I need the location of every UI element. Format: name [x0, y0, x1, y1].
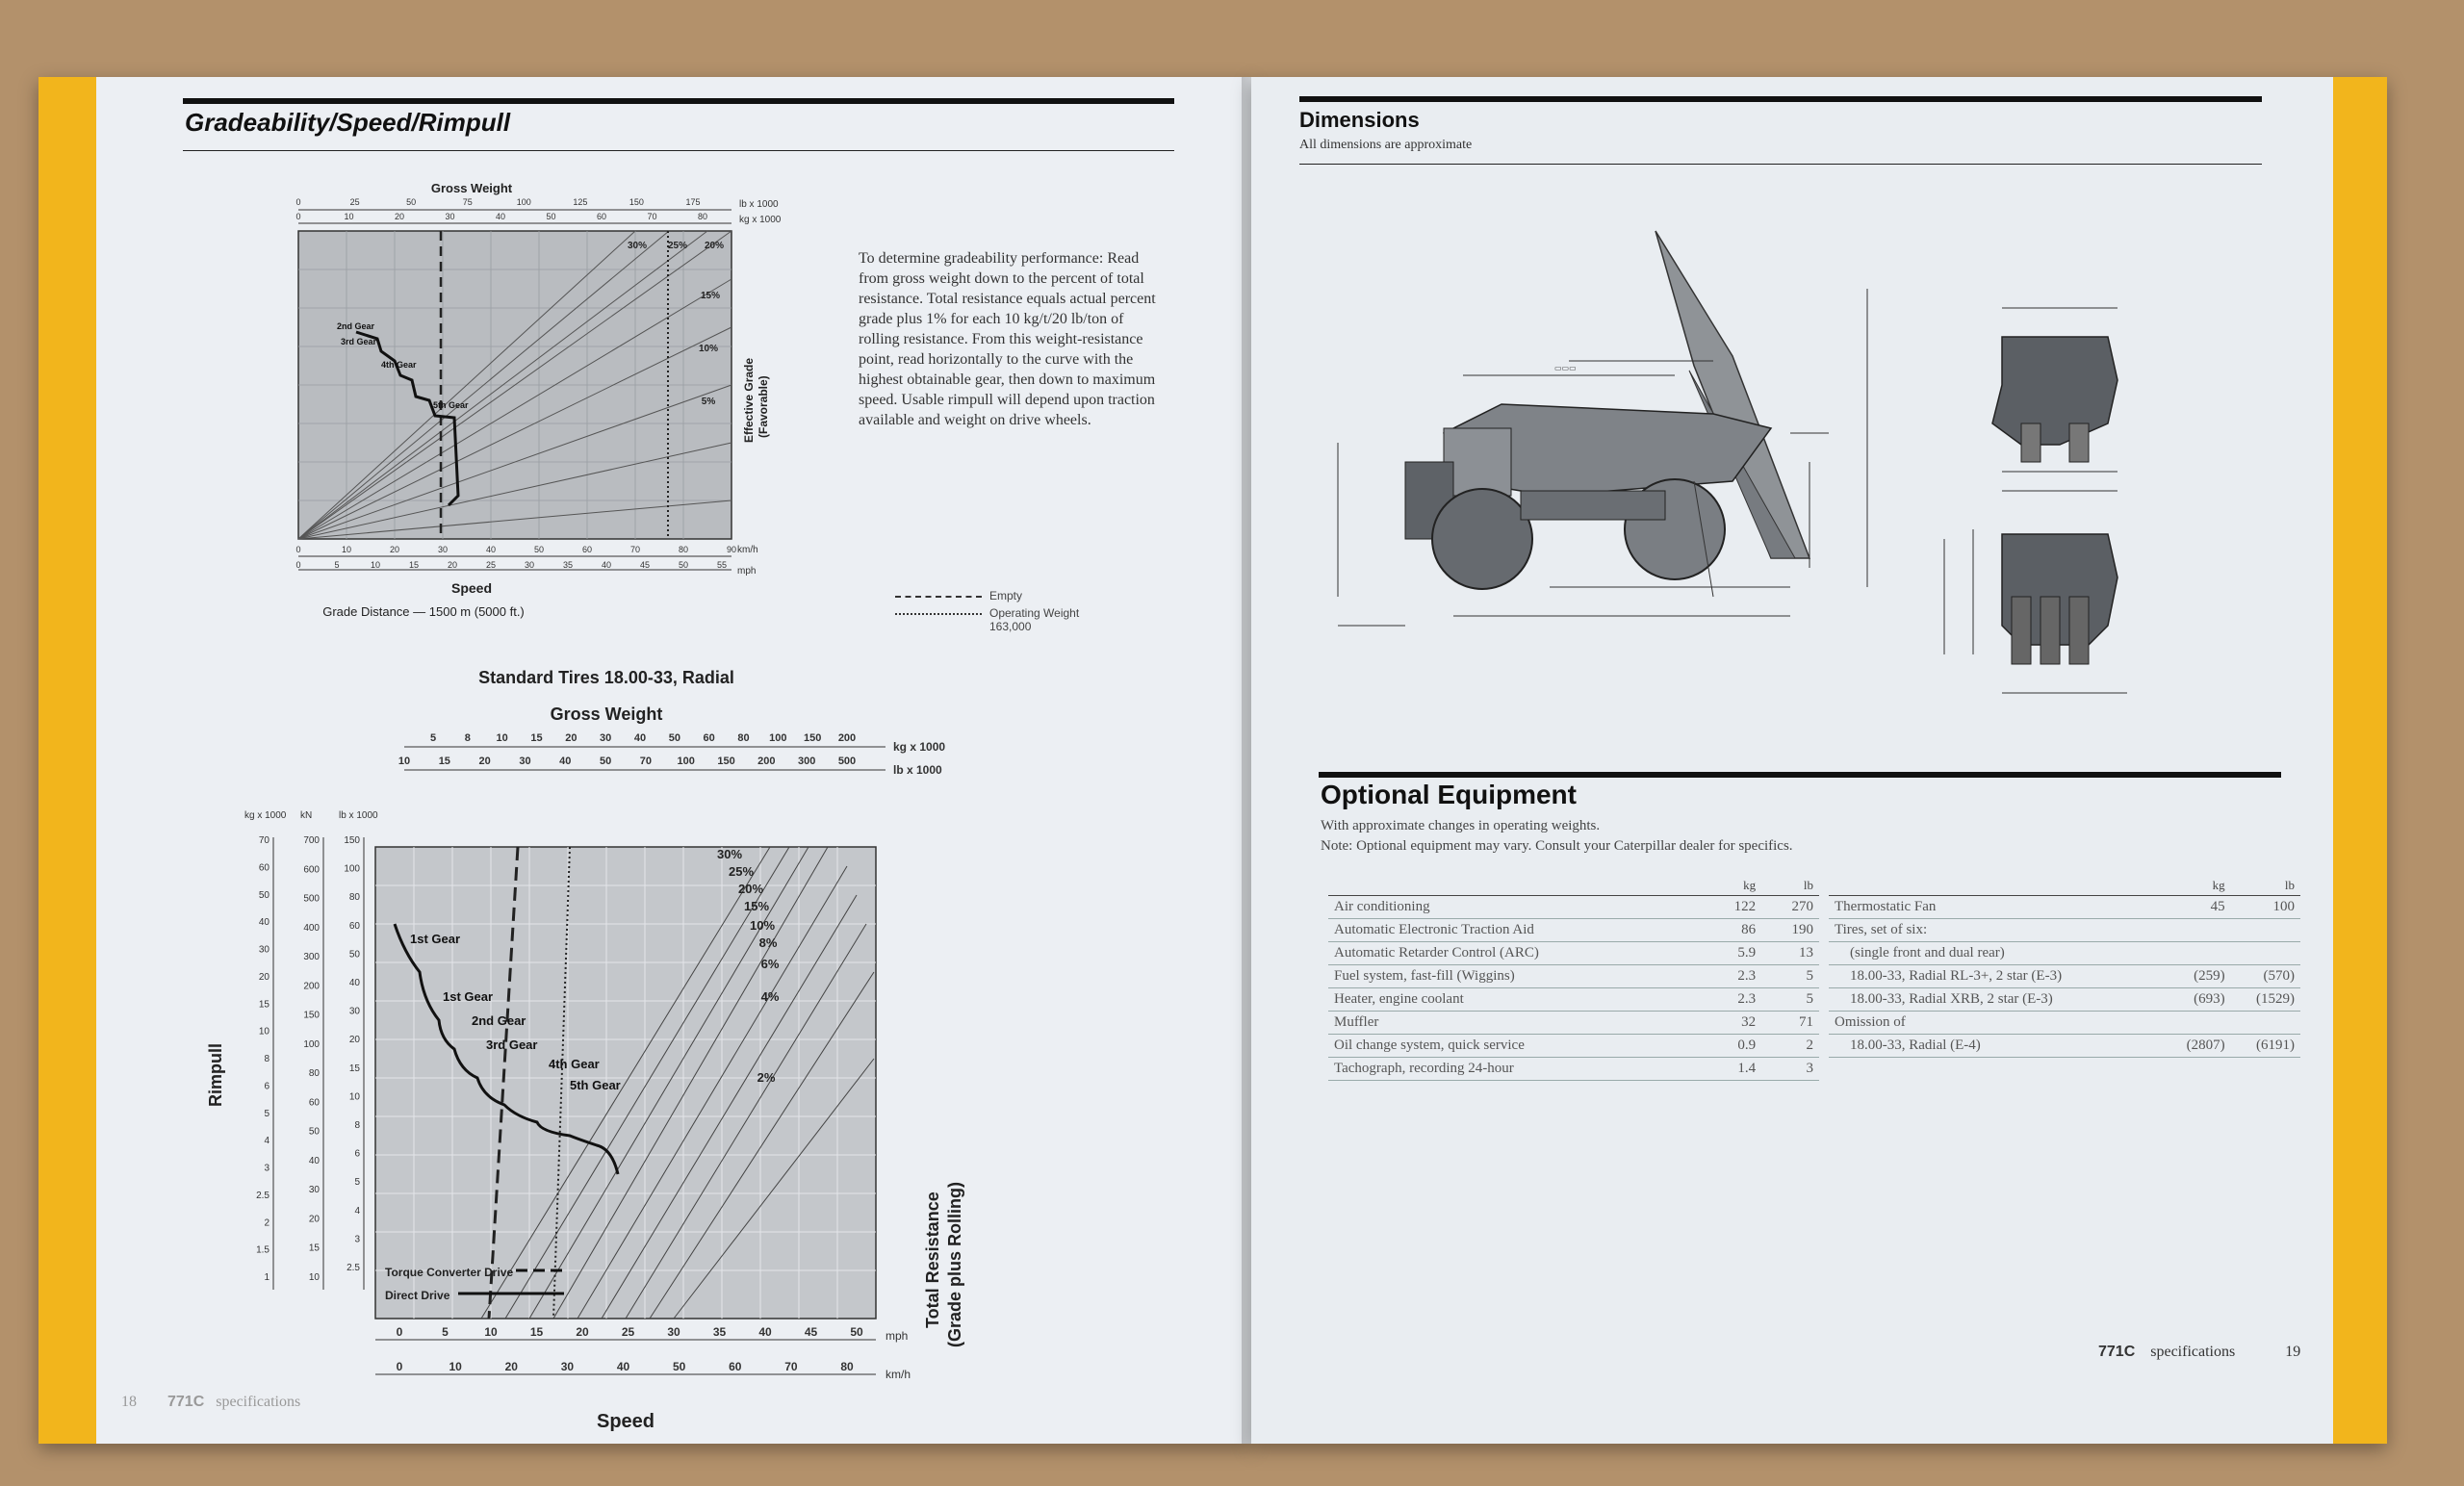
rimpull-gear-label: 4th Gear [549, 1057, 600, 1071]
optional-title: Optional Equipment [1321, 780, 1577, 809]
optional-right-item-label: Omission of [1829, 1012, 2161, 1035]
optional-right-item-kg: (2807) [2161, 1035, 2230, 1058]
rimpull-left-tick-lb: 6 [354, 1148, 360, 1160]
rimpull-top-tick-lb: 10 [398, 756, 411, 767]
grade-bottom-tick-kmh: 70 [629, 545, 641, 554]
dimensions-rule [1299, 96, 2262, 102]
optional-left-item-label: Muffler [1328, 1012, 1704, 1035]
rimpull-bottom-unit-mph: mph [886, 1329, 909, 1343]
legend-empty [895, 589, 1165, 602]
optional-left-item-kg: 5.9 [1704, 942, 1761, 965]
rimpull-left-tick-lb: 80 [348, 892, 360, 904]
rimpull-left-head-lb: lb x 1000 [339, 810, 378, 821]
rimpull-bottom-tick-kmh: 30 [560, 1360, 575, 1373]
rimpull-gear-label: 1st Gear [443, 989, 494, 1004]
rimpull-left-tick-lb: 3 [354, 1234, 360, 1245]
rimpull-top-tick-kg: 30 [600, 732, 612, 744]
optional-left-item-lb: 2 [1761, 1035, 1819, 1058]
rimpull-top-tick-kg: 10 [496, 732, 508, 744]
grade-top-unit-kg: kg x 1000 [739, 215, 782, 225]
grade-top-tick-kg: 40 [495, 212, 506, 221]
grade-top-tick-kg: 30 [445, 212, 455, 221]
optional-left-row [1328, 1058, 1819, 1081]
optional-left-item-label: Tachograph, recording 24-hour [1328, 1058, 1704, 1081]
optional-left-item-kg: 2.3 [1704, 988, 1761, 1012]
section-rule [183, 98, 1174, 104]
rimpull-top-tick-lb: 30 [519, 756, 531, 767]
optional-table-left [1328, 876, 1819, 1081]
rimpull-left-tick-kn: 50 [308, 1126, 320, 1138]
rimpull-right-title-2: (Grade plus Rolling) [945, 1181, 964, 1347]
rimpull-left-tick-kg: 20 [258, 971, 270, 983]
gradeability-chart [279, 173, 818, 626]
rimpull-top-tick-kg: 60 [703, 732, 715, 744]
optional-left-row [1328, 988, 1819, 1012]
truck-front-view [1992, 337, 2118, 445]
legend-operating-label [989, 606, 1079, 633]
grade-bottom-tick-mph: 55 [716, 560, 728, 570]
rimpull-bottom-tick-mph: 5 [442, 1325, 449, 1339]
optional-right-row [1829, 965, 2300, 988]
rimpull-left-tick-lb: 50 [348, 949, 360, 961]
right-page-number: 19 [2285, 1344, 2301, 1360]
optional-right-item-label: 18.00-33, Radial (E-4) [1829, 1035, 2161, 1058]
rimpull-gear-label: 2nd Gear [472, 1013, 526, 1028]
rimpull-top-tick-lb: 15 [438, 756, 450, 767]
optional-right-item-kg: (259) [2161, 965, 2230, 988]
grade-top-tick-kg: 80 [697, 212, 708, 221]
rimpull-left-tick-lb: 5 [354, 1177, 360, 1189]
rimpull-left-tick-kg: 8 [264, 1054, 270, 1064]
optional-left-item-kg: 32 [1704, 1012, 1761, 1035]
grade-bottom-tick-kmh: 90 [726, 545, 737, 554]
rimpull-bottom-tick-mph: 30 [667, 1325, 680, 1339]
grade-top-tick-kg: 50 [546, 212, 556, 221]
rimpull-left-tick-kg: 30 [258, 944, 270, 956]
optional-rule [1319, 772, 2281, 778]
legend-dot-swatch [895, 613, 982, 615]
grade-percent-label: 30% [627, 241, 648, 251]
grade-caption: Grade Distance — 1500 m (5000 ft.) [322, 604, 525, 619]
rimpull-resistance-label: 20% [737, 882, 764, 896]
rimpull-bottom-tick-kmh: 50 [672, 1360, 686, 1373]
rimpull-resistance-label: 2% [757, 1070, 776, 1085]
rimpull-top-tick-lb: 200 [757, 756, 776, 767]
rimpull-top-tick-lb: 100 [677, 756, 695, 767]
grade-gear-label: 3rd Gear [341, 337, 377, 346]
optional-left-item-label: Air conditioning [1328, 896, 1704, 919]
rimpull-top-tick-kg: 15 [530, 732, 543, 744]
optional-right-item-kg [2161, 1012, 2230, 1035]
rimpull-drive-label-torque: Torque Converter Drive [385, 1266, 514, 1279]
grade-bottom-tick-mph: 35 [562, 560, 574, 570]
gradeability-description: To determine gradeability performance: Read from gross weight down to the percent of total resistance. Total resistance equals actual percent grade plus 1% for each 10 kg/t/20 lb/ton of rolling resistance. From this weight-resistance point, read horizontally to the curve with the highest obtainable gear, then down to maximum speed. Usable rimpull will depend upon traction available and weight on drive wheels. [859, 250, 1156, 428]
rimpull-top-tick-lb: 150 [717, 756, 735, 767]
section-title-gradeability: Gradeability/Speed/Rimpull [185, 108, 511, 137]
grade-right-title-2: (Favorable) [757, 375, 770, 438]
grade-top-tick-lb: 125 [573, 197, 588, 207]
grade-top-tick-lb: 50 [406, 197, 417, 207]
rimpull-resistance-label: 6% [760, 957, 780, 971]
truck-front-wheel [1432, 489, 1532, 589]
left-footer-model: 771C [167, 1394, 205, 1410]
rimpull-resistance-label: 25% [728, 864, 755, 879]
optional-right-item-label: 18.00-33, Radial RL-3+, 2 star (E-3) [1829, 965, 2161, 988]
optional-left-item-label: Automatic Retarder Control (ARC) [1328, 942, 1704, 965]
rimpull-left-tick-kn: 30 [308, 1185, 320, 1196]
rimpull-left-tick-kg: 1.5 [256, 1244, 270, 1256]
right-page [1251, 77, 2387, 1444]
optional-left-item-label: Heater, engine coolant [1328, 988, 1704, 1012]
optional-right-item-kg [2161, 919, 2230, 942]
grade-bottom-unit-mph: mph [737, 566, 757, 576]
optional-left-header-kg: kg [1704, 876, 1761, 896]
rimpull-top-tick-lb: 20 [478, 756, 491, 767]
rimpull-top-tick-lb: 40 [559, 756, 572, 767]
grade-bottom-tick-mph: 30 [524, 560, 535, 570]
optional-right-item-lb [2231, 919, 2300, 942]
right-footer [2098, 1344, 2300, 1361]
optional-left-item-lb: 3 [1761, 1058, 1819, 1081]
optional-right-item-lb: (570) [2231, 965, 2300, 988]
rimpull-left-tick-kg: 4 [264, 1136, 270, 1147]
grade-bottom-tick-kmh: 0 [295, 545, 301, 554]
optional-right-item-label: Thermostatic Fan [1829, 896, 2161, 919]
rimpull-subtitle: Standard Tires 18.00-33, Radial [478, 668, 734, 687]
rimpull-left-tick-kg: 70 [258, 835, 270, 846]
rimpull-top-unit-lb: lb x 1000 [893, 763, 942, 777]
optional-left-header [1328, 876, 1819, 896]
optional-left-item-lb: 13 [1761, 942, 1819, 965]
grade-gear-label: 2nd Gear [337, 321, 375, 331]
optional-left-row [1328, 965, 1819, 988]
rimpull-left-tick-kn: 150 [303, 1010, 320, 1021]
rimpull-bottom-tick-mph: 35 [712, 1325, 727, 1339]
grade-gear-label: 4th Gear [381, 360, 417, 370]
yellow-edge-bar-right [2333, 77, 2387, 1444]
grade-bottom-tick-mph: 0 [295, 560, 301, 570]
optional-right-row [1829, 1035, 2300, 1058]
dimensions-thin-rule [1299, 164, 2262, 165]
grade-top-tick-lb: 75 [462, 197, 473, 207]
rimpull-left-tick-lb: 30 [348, 1006, 360, 1017]
rimpull-bottom-tick-mph: 25 [621, 1325, 635, 1339]
rimpull-left-tick-kn: 100 [303, 1038, 320, 1050]
optional-left-row [1328, 896, 1819, 919]
grade-percent-label: 5% [701, 397, 716, 407]
section-thin-rule [183, 150, 1174, 151]
rimpull-resistance-label: 15% [743, 899, 770, 913]
rimpull-top-tick-kg: 100 [769, 732, 787, 744]
optional-right-row [1829, 1012, 2300, 1035]
rimpull-bottom-tick-kmh: 40 [616, 1360, 630, 1373]
optional-left-item-kg: 2.3 [1704, 965, 1761, 988]
rimpull-left-tick-lb: 20 [348, 1035, 360, 1046]
grade-top-tick-kg: 60 [596, 212, 607, 221]
rimpull-gear-label: 5th Gear [570, 1078, 621, 1092]
rimpull-top-tick-kg: 80 [737, 732, 750, 744]
grade-top-tick-kg: 70 [647, 212, 657, 221]
grade-percent-label: 15% [700, 291, 721, 301]
rimpull-bottom-tick-mph: 15 [529, 1325, 544, 1339]
optional-left-item-kg: 1.4 [1704, 1058, 1761, 1081]
grade-bottom-tick-mph: 25 [485, 560, 497, 570]
rimpull-left-head-kg: kg x 1000 [244, 810, 287, 821]
grade-bottom-tick-mph: 45 [639, 560, 651, 570]
grade-bottom-tick-mph: 40 [601, 560, 612, 570]
rimpull-left-tick-kg: 40 [258, 917, 270, 929]
optional-left-item-lb: 190 [1761, 919, 1819, 942]
grade-bottom-tick-kmh: 30 [437, 545, 449, 554]
rimpull-left-tick-kn: 500 [303, 893, 320, 905]
rimpull-chart [206, 654, 1020, 1444]
rimpull-drive-label-direct: Direct Drive [385, 1289, 450, 1302]
grade-top-tick-kg: 10 [344, 212, 354, 221]
grade-bottom-tick-kmh: 40 [485, 545, 497, 554]
grade-top-tick-lb: 25 [349, 197, 360, 207]
rimpull-top-tick-kg: 20 [565, 732, 578, 744]
grade-bottom-tick-kmh: 10 [341, 545, 352, 554]
optional-right-item-kg: 45 [2161, 896, 2230, 919]
optional-notes [1321, 816, 2187, 857]
optional-right-header-lb: lb [2231, 876, 2300, 896]
rimpull-top-tick-kg: 50 [668, 732, 680, 744]
rimpull-bottom-tick-kmh: 20 [504, 1360, 518, 1373]
rimpull-bottom-tick-kmh: 0 [396, 1360, 403, 1373]
optional-right-item-lb: (1529) [2231, 988, 2300, 1012]
yellow-edge-bar [38, 77, 96, 1444]
rimpull-top-tick-lb: 500 [837, 756, 857, 767]
rimpull-left-tick-lb: 60 [348, 920, 360, 932]
rimpull-bottom-tick-mph: 50 [850, 1325, 863, 1339]
rimpull-top-tick-kg: 200 [837, 732, 857, 744]
optional-note-2: Note: Optional equipment may vary. Consult your Caterpillar dealer for specifics. [1321, 838, 1793, 854]
rimpull-left-tick-kn: 40 [308, 1155, 320, 1166]
grade-top-title: Gross Weight [430, 181, 513, 195]
legend-empty-label: Empty [989, 589, 1023, 602]
rimpull-left-tick-kg: 1 [264, 1272, 270, 1283]
optional-left-item-label: Oil change system, quick service [1328, 1035, 1704, 1058]
dimensions-subtitle: All dimensions are approximate [1299, 138, 1473, 152]
rimpull-top-tick-kg: 40 [633, 732, 647, 744]
rimpull-left-head-kn: kN [300, 810, 313, 821]
rimpull-bottom-title: Speed [596, 1411, 655, 1432]
grade-top-tick-lb: 150 [629, 197, 644, 207]
optional-left-row [1328, 942, 1819, 965]
rimpull-resistance-label: 8% [758, 935, 778, 950]
left-page [38, 77, 1251, 1444]
rimpull-left-tick-kn: 300 [303, 952, 320, 963]
rimpull-left-tick-kg: 2.5 [256, 1190, 270, 1201]
rimpull-top-tick-lb: 300 [798, 756, 816, 767]
optional-right-row [1829, 942, 2300, 965]
rimpull-left-tick-kn: 20 [308, 1214, 320, 1225]
rimpull-left-tick-kn: 400 [303, 922, 320, 934]
rimpull-top-tick-kg: 5 [429, 732, 437, 744]
legend-operating-line1: Operating Weight [989, 606, 1080, 620]
grade-bottom-tick-mph: 5 [334, 560, 340, 570]
rimpull-left-tick-kg: 15 [258, 999, 270, 1011]
optional-left-item-lb: 270 [1761, 896, 1819, 919]
rimpull-top-unit-kg: kg x 1000 [893, 740, 946, 754]
optional-right-header-blank [1829, 876, 2161, 896]
rimpull-bottom-tick-kmh: 10 [449, 1360, 462, 1373]
legend-operating-line2: 163,000 [989, 620, 1032, 633]
optional-right-item-label: 18.00-33, Radial XRB, 2 star (E-3) [1829, 988, 2161, 1012]
rimpull-left-tick-lb: 4 [354, 1205, 360, 1217]
rimpull-left-tick-kg: 5 [264, 1108, 270, 1119]
grade-percent-label: 10% [698, 344, 719, 354]
optional-left-item-lb: 5 [1761, 965, 1819, 988]
right-footer-text: specifications [2150, 1344, 2236, 1360]
optional-left-row [1328, 919, 1819, 942]
rimpull-right-title-1: Total Resistance [923, 1191, 942, 1328]
rimpull-gear-label: 3rd Gear [486, 1038, 538, 1052]
optional-left-item-lb: 5 [1761, 988, 1819, 1012]
optional-note-1: With approximate changes in operating weights. [1321, 818, 1601, 833]
grade-top-tick-lb: 0 [295, 197, 301, 207]
rimpull-bottom-tick-kmh: 80 [840, 1360, 854, 1373]
left-page-number: 18 [121, 1394, 137, 1410]
grade-bottom-tick-mph: 50 [678, 560, 689, 570]
optional-right-item-kg: (693) [2161, 988, 2230, 1012]
grade-percent-label: 25% [667, 241, 688, 251]
truck-end-views [1915, 192, 2204, 731]
grade-top-tick-lb: 100 [516, 197, 531, 207]
optional-right-row [1829, 988, 2300, 1012]
rimpull-left-tick-kn: 600 [303, 864, 320, 876]
rimpull-left-title-visible: Rimpull [206, 1043, 225, 1107]
optional-right-row [1829, 919, 2300, 942]
optional-table-right [1829, 876, 2300, 1058]
optional-left-header-lb: lb [1761, 876, 1819, 896]
rimpull-left-tick-kg: 6 [264, 1081, 270, 1092]
rimpull-left-tick-lb: 40 [348, 978, 360, 988]
grade-bottom-tick-mph: 15 [408, 560, 420, 570]
optional-right-item-label: (single front and dual rear) [1829, 942, 2161, 965]
rimpull-bottom-tick-mph: 40 [758, 1325, 772, 1339]
truck-side-drawing [1309, 173, 1925, 712]
rimpull-top-tick-kg: 8 [464, 732, 471, 744]
rimpull-resistance-label: 4% [760, 989, 780, 1004]
chart-legend [895, 589, 1165, 637]
rimpull-bottom-tick-mph: 20 [576, 1325, 589, 1339]
rimpull-left-tick-lb: 150 [344, 835, 360, 846]
rimpull-bottom-tick-mph: 0 [396, 1325, 403, 1339]
optional-left-item-kg: 122 [1704, 896, 1761, 919]
left-footer [121, 1394, 300, 1411]
rimpull-bottom-unit-kmh: km/h [886, 1368, 911, 1381]
grade-bottom-tick-kmh: 60 [581, 545, 593, 554]
grade-top-tick-kg: 20 [394, 212, 405, 221]
grade-bottom-tick-mph: 20 [447, 560, 458, 570]
rimpull-left-tick-kn: 15 [308, 1243, 320, 1254]
rimpull-left-tick-kg: 50 [258, 889, 270, 901]
grade-bottom-tick-mph: 10 [370, 560, 381, 570]
rimpull-left-tick-lb: 15 [348, 1063, 360, 1074]
grade-top-tick-lb: 175 [685, 197, 701, 207]
rimpull-resistance-label: 10% [749, 918, 776, 933]
grade-bottom-tick-kmh: 50 [533, 545, 545, 554]
rimpull-left-tick-kg: 2 [264, 1217, 270, 1229]
grade-bottom-tick-kmh: 80 [678, 545, 689, 554]
right-footer-model: 771C [2098, 1344, 2136, 1360]
rimpull-left-tick-lb: 100 [344, 863, 360, 875]
rimpull-bottom-tick-mph: 10 [484, 1325, 498, 1339]
rimpull-top-tick-lb: 70 [639, 756, 653, 767]
left-footer-text: specifications [216, 1394, 301, 1410]
rimpull-left-tick-kn: 200 [303, 981, 320, 992]
dimensions-title: Dimensions [1299, 108, 1420, 132]
optional-right-item-lb: (6191) [2231, 1035, 2300, 1058]
optional-right-header-kg: kg [2161, 876, 2230, 896]
rimpull-left-tick-kg: 60 [258, 862, 270, 874]
grade-right-title-1: Effective Grade [742, 357, 756, 443]
optional-left-item-lb: 71 [1761, 1012, 1819, 1035]
rimpull-left-tick-kn: 80 [308, 1068, 320, 1080]
rimpull-gear-label: 1st Gear [410, 932, 461, 946]
optional-left-row [1328, 1035, 1819, 1058]
rimpull-bottom-tick-kmh: 70 [784, 1360, 798, 1373]
optional-right-item-lb [2231, 942, 2300, 965]
rimpull-top-title: Gross Weight [550, 705, 663, 724]
optional-right-item-kg [2161, 942, 2230, 965]
rimpull-left-tick-kg: 3 [264, 1163, 270, 1174]
optional-left-item-label: Fuel system, fast-fill (Wiggins) [1328, 965, 1704, 988]
rimpull-bottom-tick-kmh: 60 [729, 1360, 742, 1373]
optional-left-item-kg: 0.9 [1704, 1035, 1761, 1058]
optional-left-row [1328, 1012, 1819, 1035]
dim-label: ▭▭▭ [1554, 364, 1577, 372]
optional-right-row [1829, 896, 2300, 919]
optional-right-header [1829, 876, 2300, 896]
optional-right-item-lb: 100 [2231, 896, 2300, 919]
rimpull-left-tick-lb: 2.5 [346, 1263, 360, 1273]
grade-percent-label: 20% [704, 241, 725, 251]
grade-top-tick-kg: 0 [295, 212, 301, 221]
optional-right-item-lb [2231, 1012, 2300, 1035]
rimpull-left-tick-kg: 10 [258, 1026, 270, 1038]
optional-left-item-label: Automatic Electronic Traction Aid [1328, 919, 1704, 942]
rimpull-bottom-tick-mph: 45 [804, 1325, 818, 1339]
rimpull-top-tick-kg: 150 [803, 732, 822, 744]
rimpull-left-tick-lb: 10 [348, 1091, 360, 1103]
rimpull-resistance-label: 30% [716, 847, 743, 861]
grade-bottom-unit-kmh: km/h [737, 545, 758, 555]
grade-top-unit-lb: lb x 1000 [739, 199, 779, 210]
optional-left-header-blank [1328, 876, 1704, 896]
grade-bottom-title: Speed [450, 580, 493, 596]
optional-left-item-kg: 86 [1704, 919, 1761, 942]
rimpull-left-tick-kn: 700 [303, 835, 320, 846]
legend-operating [895, 606, 1165, 633]
optional-right-item-label: Tires, set of six: [1829, 919, 2161, 942]
rimpull-top-tick-lb: 50 [599, 756, 612, 767]
rimpull-left-tick-kn: 60 [308, 1097, 320, 1109]
rimpull-left-tick-lb: 8 [354, 1120, 360, 1131]
legend-dash-swatch [895, 596, 982, 598]
grade-gear-label: 5th Gear [433, 400, 469, 410]
grade-bottom-tick-kmh: 20 [389, 545, 400, 554]
rimpull-left-tick-kn: 10 [308, 1272, 320, 1283]
